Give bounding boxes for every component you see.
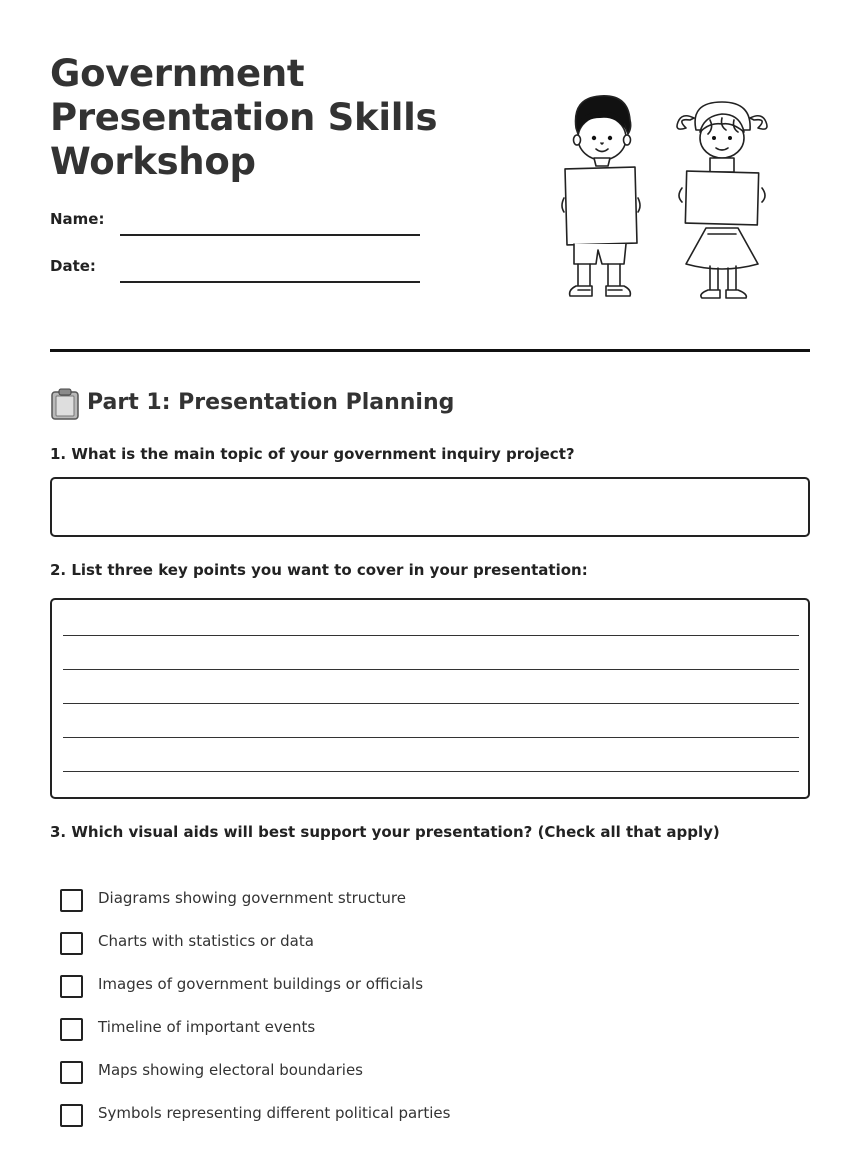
key-points-answer-box[interactable] [50, 598, 810, 799]
header-divider [50, 349, 810, 352]
checkbox[interactable] [60, 1018, 83, 1041]
topic-answer-box[interactable] [50, 477, 810, 537]
answer-line [63, 737, 799, 738]
option-label: Symbols representing different political parties [98, 1104, 451, 1122]
answer-line [63, 771, 799, 772]
part1-heading-text: Part 1: Presentation Planning [87, 390, 455, 415]
checkbox[interactable] [60, 889, 83, 912]
name-field[interactable] [50, 210, 420, 240]
checkbox[interactable] [60, 975, 83, 998]
girl-figure [677, 102, 767, 298]
answer-line [63, 669, 799, 670]
children-holding-signs-illustration [550, 88, 800, 313]
name-write-line[interactable] [120, 234, 420, 236]
title-line: Workshop [50, 140, 256, 183]
question-3: 3. Which visual aids will best support your presentation? (Check all that apply) [50, 823, 720, 841]
question-2: 2. List three key points you want to cover in your presentation: [50, 561, 588, 579]
worksheet [50, 0, 810, 1161]
title-line: Government [50, 52, 305, 95]
option-label: Diagrams showing government structure [98, 889, 406, 907]
answer-line [63, 703, 799, 704]
date-label: Date: [50, 257, 96, 275]
worksheet-title [50, 52, 470, 184]
date-field[interactable] [50, 257, 420, 287]
option-label: Maps showing electoral boundaries [98, 1061, 363, 1079]
title-line: Presentation Skills [50, 96, 438, 139]
checkbox[interactable] [60, 932, 83, 955]
name-label: Name: [50, 210, 105, 228]
clipboard-icon [50, 388, 80, 420]
date-write-line[interactable] [120, 281, 420, 283]
option-label: Images of government buildings or officials [98, 975, 424, 993]
option-label: Charts with statistics or data [98, 932, 314, 950]
boy-figure [562, 96, 640, 296]
question-1: 1. What is the main topic of your government inquiry project? [50, 445, 575, 463]
answer-line [63, 635, 799, 636]
checkbox[interactable] [60, 1104, 83, 1127]
checkbox[interactable] [60, 1061, 83, 1084]
option-label: Timeline of important events [98, 1018, 316, 1036]
